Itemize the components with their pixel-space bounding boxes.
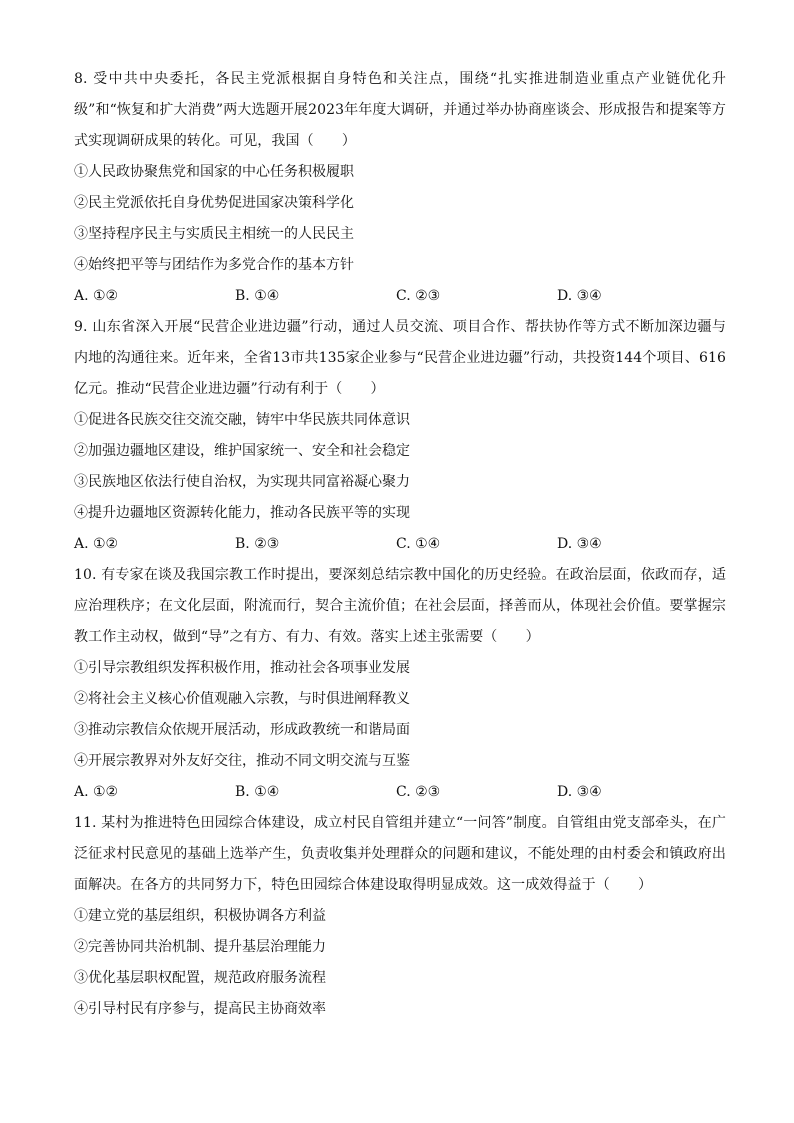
choice-c: C. ②③: [396, 288, 441, 304]
statement-option: ②民主党派依托自身优势促进国家决策科学化: [74, 195, 354, 211]
choice-b: B. ①④: [235, 784, 280, 800]
statement-option: ④开展宗教界对外友好交往，推动不同文明交流与互鉴: [74, 753, 410, 769]
question-8: [74, 64, 726, 312]
choice-c: C. ②③: [396, 784, 441, 800]
exam-page: [74, 64, 726, 1025]
question-10: [74, 560, 726, 808]
question-11: [74, 808, 726, 1025]
statement-option: ①引导宗教组织发挥积极作用，推动社会各项事业发展: [74, 660, 410, 676]
question-stem: 9. 山东省深入开展“民营企业进边疆”行动，通过人员交流、项目合作、帮扶协作等方式不断加深边疆与内地的沟通往来。近年来，全省13市共135家企业参与“民营企业进边疆”行动，共投资144个项目、616亿元。推动“民营企业进边疆”行动有利于（ ）: [74, 319, 726, 397]
choice-a: A. ①②: [74, 784, 119, 800]
choice-a: A. ①②: [74, 288, 119, 304]
statement-option: ④提升边疆地区资源转化能力，推动各民族平等的实现: [74, 505, 410, 521]
choice-a: A. ①②: [74, 536, 119, 552]
answer-choices: [74, 777, 726, 808]
question-stem: 8. 受中共中央委托，各民主党派根据自身特色和关注点，围绕“扎实推进制造业重点产业链优化升级”和“恢复和扩大消费”两大选题开展2023年年度大调研，并通过举办协商座谈会、形成报告和提案等方式实现调研成果的转化。可见，我国（ ）: [74, 71, 726, 149]
choice-d: D. ③④: [557, 536, 602, 552]
choice-b: B. ①④: [235, 288, 280, 304]
statement-option: ④始终把平等与团结作为多党合作的基本方针: [74, 257, 354, 273]
choice-d: D. ③④: [557, 784, 602, 800]
answer-choices: [74, 529, 726, 560]
statement-option: ③优化基层职权配置，规范政府服务流程: [74, 970, 326, 986]
statement-option: ②将社会主义核心价值观融入宗教，与时俱进阐释教义: [74, 691, 410, 707]
statement-option: ①促进各民族交往交流交融，铸牢中华民族共同体意识: [74, 412, 410, 428]
answer-choices: [74, 281, 726, 312]
statement-option: ①人民政协聚焦党和国家的中心任务积极履职: [74, 164, 354, 180]
question-stem: 11. 某村为推进特色田园综合体建设，成立村民自管组并建立“一问答”制度。自管组由党支部牵头，在广泛征求村民意见的基础上选举产生，负责收集并处理群众的问题和建议，不能处理的由村委会和镇政府出面解决。在各方的共同努力下，特色田园综合体建设取得明显成效。这一成效得益于（ ）: [74, 815, 726, 893]
choice-c: C. ①④: [396, 536, 441, 552]
statement-option: ④引导村民有序参与，提高民主协商效率: [74, 1001, 326, 1017]
question-stem: 10. 有专家在谈及我国宗教工作时提出，要深刻总结宗教中国化的历史经验。在政治层面，依政而存，适应治理秩序；在文化层面，附流而行，契合主流价值；在社会层面，择善而从，体现社会价值。要掌握宗教工作主动权，做到“导”之有方、有力、有效。落实上述主张需要（ ）: [74, 567, 726, 645]
statement-option: ③坚持程序民主与实质民主相统一的人民民主: [74, 226, 354, 242]
statement-option: ③推动宗教信众依规开展活动，形成政教统一和谐局面: [74, 722, 410, 738]
choice-d: D. ③④: [557, 288, 602, 304]
choice-b: B. ②③: [235, 536, 280, 552]
statement-option: ③民族地区依法行使自治权，为实现共同富裕凝心聚力: [74, 474, 410, 490]
statement-option: ①建立党的基层组织，积极协调各方利益: [74, 908, 326, 924]
question-9: [74, 312, 726, 560]
statement-option: ②完善协同共治机制、提升基层治理能力: [74, 939, 326, 955]
statement-option: ②加强边疆地区建设，维护国家统一、安全和社会稳定: [74, 443, 410, 459]
